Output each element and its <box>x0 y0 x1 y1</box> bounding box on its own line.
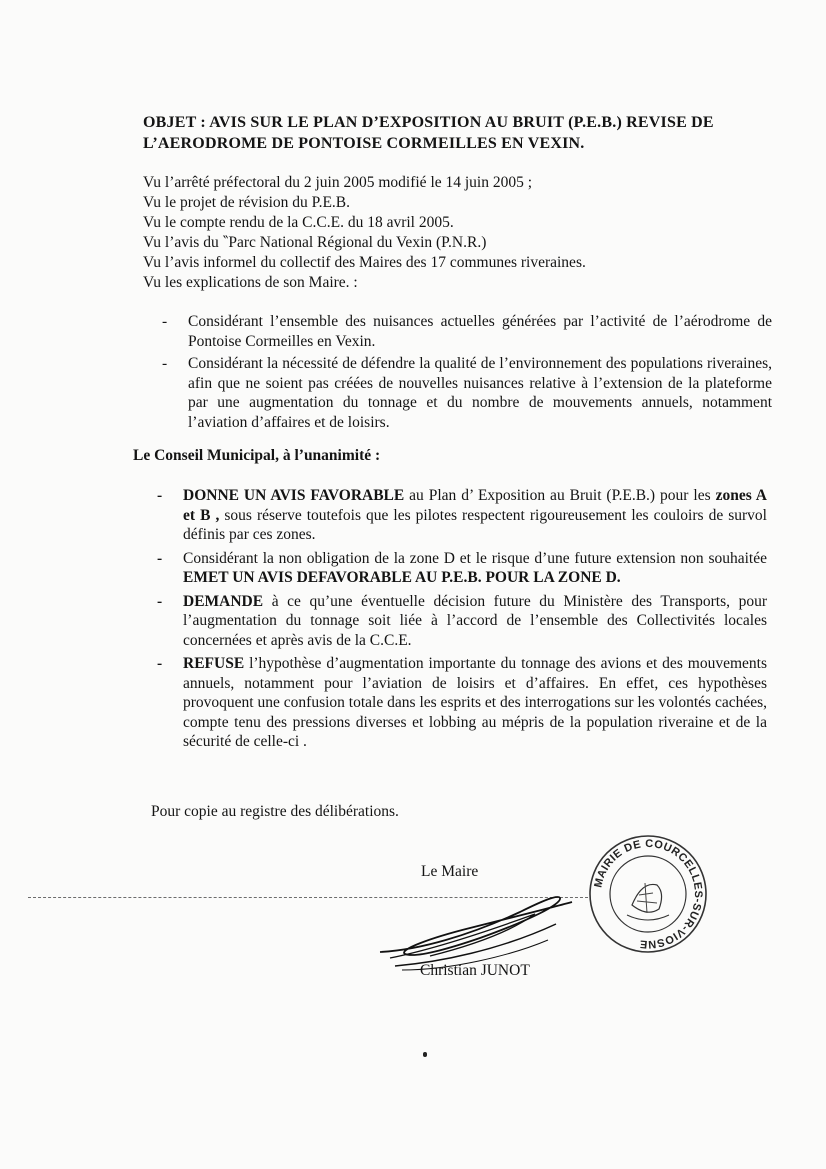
vu-item: Vu les explications de son Maire. : <box>143 274 358 291</box>
copy-note: Pour copie au registre des délibérations. <box>151 803 399 820</box>
scan-speck <box>423 1052 427 1057</box>
decision-text: au Plan d’ Exposition au Bruit (P.E.B.) pour les <box>404 487 716 504</box>
decision-text: sous réserve toutefois que les pilotes respectent rigoureusement les couloirs de survol définis par ces zones. <box>183 506 767 543</box>
conseil-heading: Le Conseil Municipal, à l’unanimité : <box>133 447 381 464</box>
signatory-name: Christian JUNOT <box>420 962 530 979</box>
considerant-item <box>162 312 772 351</box>
vu-item: Vu l’avis informel du collectif des Maires des 17 communes riveraines. <box>143 254 586 271</box>
dash-bullet: - <box>157 655 163 672</box>
decision-item <box>155 592 767 651</box>
decision-item <box>155 549 767 588</box>
considerant-text: Considérant la nécessité de défendre la qualité de l’environnement des populations riveraines, afin que ne soient pas créées de nouvelles nuisances relative à l’extension de la plateforme par une augmentation du tonnage et du nombre de mouvements annuels, notamment l’aviation d’affaires et de loisirs. <box>188 355 772 431</box>
subject-heading <box>143 112 773 154</box>
decision-text: Considérant la non obligation de la zone D et le risque d’une future extension non souhaitée <box>183 549 767 567</box>
decision-keyword: REFUSE <box>183 655 245 672</box>
decision-keyword: EMET UN AVIS DEFAVORABLE AU P.E.B. POUR LA ZONE D. <box>183 569 621 586</box>
dash-bullet: - <box>157 487 163 504</box>
decision-item <box>155 486 767 545</box>
decision-text: l’hypothèse d’augmentation importante du tonnage des avions et des mouvements annuels, notamment pour l’aviation de loisirs et d’affaires. En effet, ces hypothèses provoquent une confusion totale dans les esprits et des interrogations sur les volontés cachées, compte tenu des pressions diverses et lobbing au mépris de la population riveraine et de la sécurité de celle-ci . <box>183 655 767 750</box>
considerant-text: Considérant l’ensemble des nuisances actuelles générées par l’activité de l’aérodrome de Pontoise Cormeilles en Vexin. <box>188 313 772 350</box>
dash-bullet: - <box>162 355 168 372</box>
decision-keyword: zones A et B , <box>183 487 768 524</box>
decision-item <box>155 654 767 752</box>
vu-item: Vu le projet de révision du P.E.B. <box>143 194 351 211</box>
decision-list <box>155 486 767 752</box>
decision-keyword: DONNE UN AVIS FAVORABLE <box>183 487 405 504</box>
considerant-list <box>162 312 772 432</box>
subject-line-1: OBJET : AVIS SUR LE PLAN D’EXPOSITION AU BRUIT (P.E.B.) REVISE DE <box>143 114 714 131</box>
vu-list <box>143 173 663 293</box>
dash-bullet: - <box>157 549 163 567</box>
municipal-stamp <box>587 833 709 955</box>
dash-bullet: - <box>157 592 163 610</box>
mayor-title: Le Maire <box>421 863 479 880</box>
vu-item: Vu le compte rendu de la C.C.E. du 18 avril 2005. <box>143 214 454 231</box>
vu-item: Vu l’avis du ‶Parc National Régional du Vexin (P.N.R.) <box>143 234 487 251</box>
vu-item: Vu l’arrêté préfectoral du 2 juin 2005 modifié le 14 juin 2005 ; <box>143 174 533 191</box>
decision-text: à ce qu’une éventuelle décision future du Ministère des Transports, pour l’augmentation du tonnage soit liée à l’accord de l’ensemble des Collectivités locales concernées et après avis de la C.C.E. <box>183 592 767 649</box>
stamp-text: MAIRIE DE COURCELLES-SUR-VIOSNE <box>592 837 705 951</box>
decision-keyword: DEMANDE <box>183 592 264 610</box>
dash-bullet: - <box>162 313 168 330</box>
considerant-item <box>162 354 772 432</box>
subject-line-2: L’AERODROME DE PONTOISE CORMEILLES EN VEXIN. <box>143 135 585 152</box>
